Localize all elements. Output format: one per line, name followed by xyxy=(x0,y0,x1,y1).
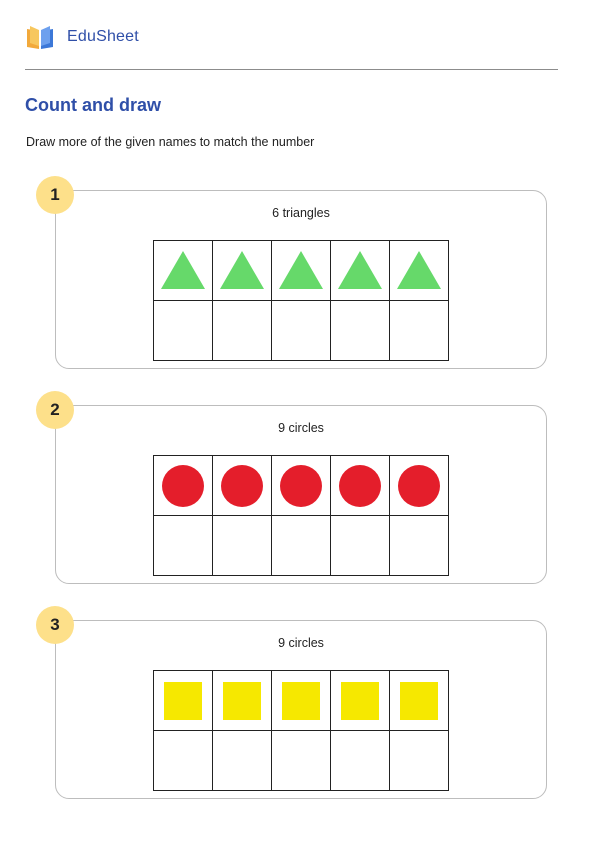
empty-cell[interactable] xyxy=(390,301,449,361)
empty-cell[interactable] xyxy=(331,301,390,361)
grid-cell xyxy=(154,241,213,301)
empty-cell[interactable] xyxy=(272,516,331,576)
grid-cell xyxy=(272,241,331,301)
triangle-shape xyxy=(161,251,205,289)
task-card-3 xyxy=(55,620,547,799)
grid-cell xyxy=(272,456,331,516)
task-number-badge: 3 xyxy=(36,606,74,644)
triangle-shape xyxy=(397,251,441,289)
empty-cell[interactable] xyxy=(272,731,331,791)
grid-cell xyxy=(331,671,390,731)
grid-cell xyxy=(390,671,449,731)
grid-cell xyxy=(390,456,449,516)
square-shape xyxy=(282,682,320,720)
empty-cell[interactable] xyxy=(331,731,390,791)
grid-cell xyxy=(154,456,213,516)
ten-frame-grid xyxy=(153,455,449,576)
square-shape xyxy=(223,682,261,720)
grid-cell xyxy=(213,456,272,516)
task-prompt: 9 circles xyxy=(278,636,324,650)
empty-cell[interactable] xyxy=(213,301,272,361)
grid-cell xyxy=(213,671,272,731)
ten-frame-grid xyxy=(153,670,449,791)
grid-cell xyxy=(272,671,331,731)
circle-shape xyxy=(280,465,322,507)
circle-shape xyxy=(221,465,263,507)
header-divider xyxy=(25,69,558,70)
square-shape xyxy=(164,682,202,720)
instruction-text: Draw more of the given names to match the number xyxy=(26,135,315,149)
empty-cell[interactable] xyxy=(154,516,213,576)
triangle-shape xyxy=(338,251,382,289)
empty-cell[interactable] xyxy=(154,731,213,791)
task-number-badge: 1 xyxy=(36,176,74,214)
grid-cell xyxy=(390,241,449,301)
ten-frame-grid xyxy=(153,240,449,361)
grid-cell xyxy=(213,241,272,301)
page-title: Count and draw xyxy=(25,95,161,115)
grid-cell xyxy=(331,241,390,301)
task-prompt: 6 triangles xyxy=(272,206,330,220)
empty-cell[interactable] xyxy=(154,301,213,361)
empty-cell[interactable] xyxy=(213,731,272,791)
grid-cell xyxy=(154,671,213,731)
header xyxy=(25,20,139,54)
task-prompt: 9 circles xyxy=(278,421,324,435)
circle-shape xyxy=(162,465,204,507)
empty-cell[interactable] xyxy=(213,516,272,576)
triangle-shape xyxy=(279,251,323,289)
empty-cell[interactable] xyxy=(331,516,390,576)
open-book-icon xyxy=(25,22,55,52)
circle-shape xyxy=(398,465,440,507)
triangle-shape xyxy=(220,251,264,289)
empty-cell[interactable] xyxy=(272,301,331,361)
empty-cell[interactable] xyxy=(390,516,449,576)
brand-name: EduSheet xyxy=(67,28,139,45)
empty-cell[interactable] xyxy=(390,731,449,791)
square-shape xyxy=(400,682,438,720)
task-card-2 xyxy=(55,405,547,584)
circle-shape xyxy=(339,465,381,507)
square-shape xyxy=(341,682,379,720)
task-number-badge: 2 xyxy=(36,391,74,429)
grid-cell xyxy=(331,456,390,516)
task-card-1 xyxy=(55,190,547,369)
